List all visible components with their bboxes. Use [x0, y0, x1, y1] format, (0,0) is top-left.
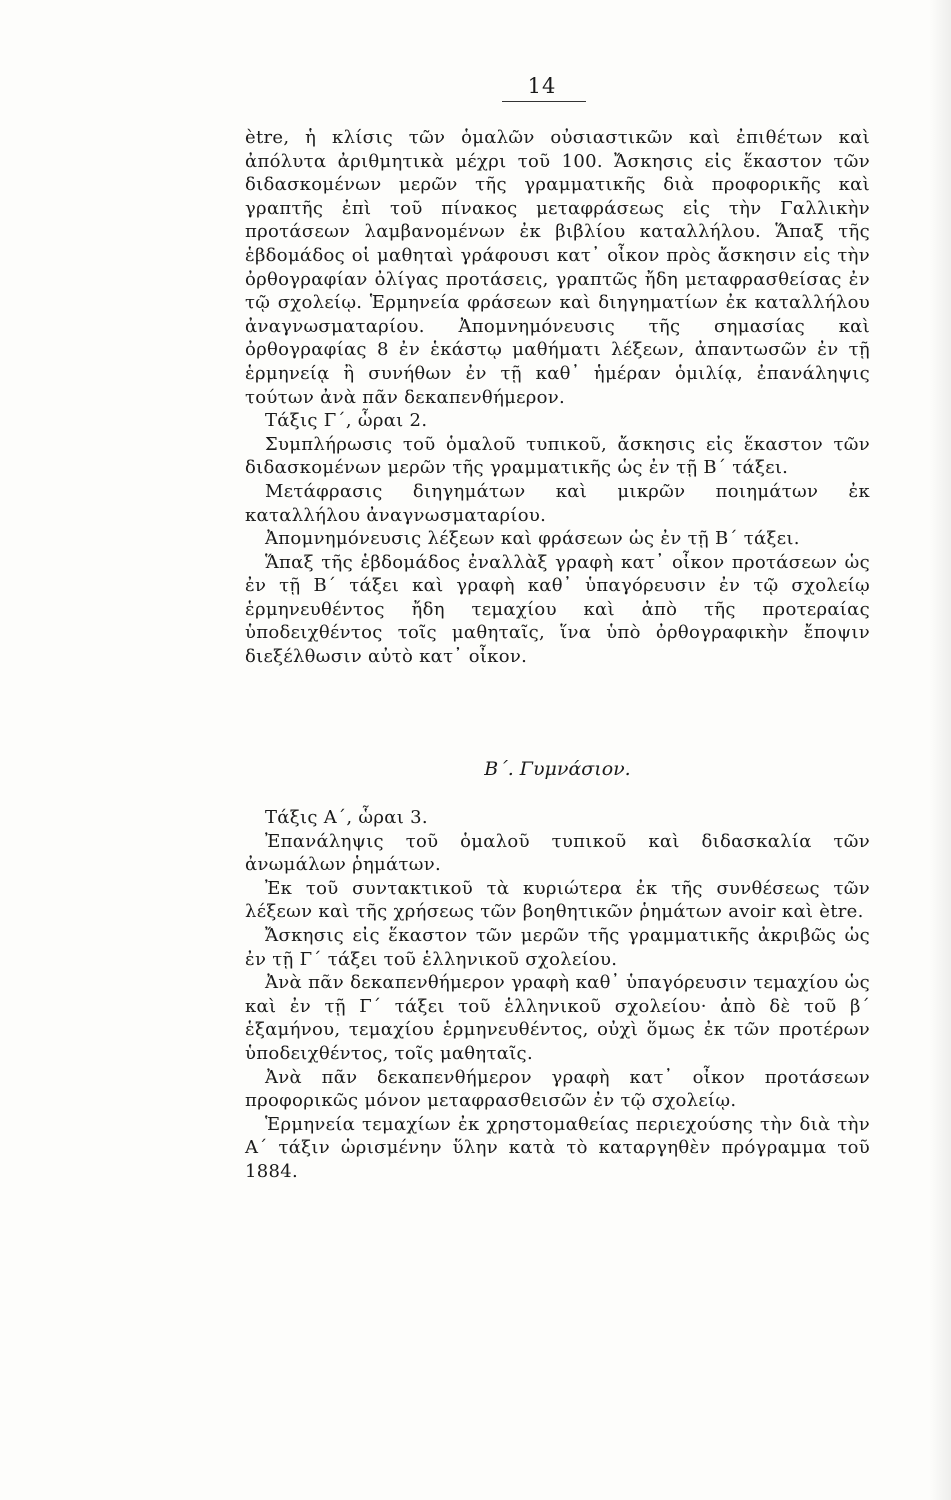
paragraph: Ἐκ τοῦ συντακτικοῦ τὰ κυριώτερα ἐκ τῆς συνθέσεως τῶν λέξεων καὶ τῆς χρήσεως τῶν βοηθητικῶν ῥημάτων avoir καὶ ètre.: [245, 877, 870, 923]
class-heading-alpha: Τάξις Α΄, ὧραι 3.: [265, 807, 428, 828]
header-rule: [502, 101, 586, 102]
paragraph: Ἀνὰ πᾶν δεκαπενθήμερον γραφὴ καθ᾽ ὑπαγόρευσιν τεμαχίου ὡς καὶ ἐν τῇ Γ΄ τάξει τοῦ ἑλληνικοῦ σχολείου· ἀπὸ δὲ τοῦ β΄ ἑξαμήνου, τεμαχίου ἑρμηνευθέντος, οὐχὶ ὅμως ἐκ τῶν προτέρων ὑποδειχθέντος, τοῖς μαθηταῖς.: [245, 972, 870, 1064]
page-number: 14: [527, 74, 557, 98]
body-text-top: [245, 126, 870, 669]
paragraph: Ἅπαξ τῆς ἑβδομάδος ἐναλλὰξ γραφὴ κατ᾽ οἶκον προτάσεων ὡς ἐν τῇ Β΄ τάξει καὶ γραφὴ καθ᾽ ὑπαγόρευσιν ἐν τῷ σχολείῳ ἑρμηνευθέντος ἤδη τεμαχίου καὶ ἀπὸ τῆς προτεραίας ὑποδειχθέντος τοῖς μαθηταῖς, ἵνα ὑπὸ ὀρθογραφικὴν ἔποψιν διεξέλθωσιν αὐτὸ κατ᾽ οἶκον.: [245, 551, 870, 668]
class-heading-gamma: Τάξις Γ΄, ὧραι 2.: [265, 410, 428, 432]
paragraph: Ἑρμηνεία τεμαχίων ἐκ χρηστομαθείας περιεχούσης τὴν διὰ τὴν Α΄ τάξιν ὡρισμένην ὕλην κατὰ τὸ καταργηθὲν πρόγραμμα τοῦ 1884.: [245, 1113, 870, 1182]
paragraph: Μετάφρασις διηγημάτων καὶ μικρῶν ποιημάτων ἐκ καταλλήλου ἀναγνωσματαρίου.: [245, 480, 870, 526]
paragraph: Συμπλήρωσις τοῦ ὁμαλοῦ τυπικοῦ, ἄσκησις εἰς ἕκαστον τῶν διδασκομένων μερῶν τῆς γραμματικῆς ὡς ἐν τῇ Β΄ τάξει.: [245, 433, 870, 479]
section-heading: Β΄. Γυμνάσιον.: [484, 758, 631, 780]
paragraph: ètre, ἡ κλίσις τῶν ὁμαλῶν οὐσιαστικῶν καὶ ἐπιθέτων καὶ ἀπόλυτα ἀριθμητικὰ μέχρι τοῦ 100. Ἄσκησις εἰς ἕκαστον τῶν διδασκομένων μερῶν τῆς γραμματικῆς διὰ προφορικῆς καὶ γραπτῆς ἐπὶ τοῦ πίνακος μεταφράσεως εἰς τὴν Γαλλικὴν προτάσεων λαμβανομένων ἐκ βιβλίου καταλλήλου. Ἅπαξ τῆς ἑβδομάδος οἱ μαθηταὶ γράφουσι κατ᾽ οἶκον πρὸς ἄσκησιν εἰς τὴν ὀρθογραφίαν ὀλίγας προτάσεις, γραπτῶς ἤδη μεταφρασθείσας ἐν τῷ σχολείῳ. Ἑρμηνεία φράσεων καὶ διηγηματίων ἐκ καταλλήλου ἀναγνωσματαρίου. Ἀπομνημόνευσις τῆς σημασίας καὶ ὀρθογραφίας 8 ἐν ἑκάστῳ μαθήματι λέξεων, ἀπαντωσῶν ἐν τῇ ἑρμηνείᾳ ἢ συνήθων ἐν τῇ καθ᾽ ἡμέραν ὁμιλίᾳ, ἐπανάληψις τούτων ἀνὰ πᾶν δεκαπενθήμερον.: [245, 127, 870, 408]
paragraph: Ἐπανάληψις τοῦ ὁμαλοῦ τυπικοῦ καὶ διδασκαλία τῶν ἀνωμάλων ῥημάτων.: [245, 830, 870, 876]
body-text-bottom: [245, 806, 870, 1184]
page-edge-shadow: [929, 0, 951, 1500]
paragraph: Ἀνὰ πᾶν δεκαπενθήμερον γραφὴ κατ᾽ οἶκον προτάσεων προφορικῶς μόνον μεταφρασθεισῶν ἐν τῷ σχολείῳ.: [245, 1066, 870, 1112]
paragraph: Ἄσκησις εἰς ἕκαστον τῶν μερῶν τῆς γραμματικῆς ἀκριβῶς ὡς ἐν τῇ Γ΄ τάξει τοῦ ἑλληνικοῦ σχολείου.: [245, 924, 870, 970]
paragraph: Ἀπομνημόνευσις λέξεων καὶ φράσεων ὡς ἐν τῇ Β΄ τάξει.: [265, 528, 800, 550]
